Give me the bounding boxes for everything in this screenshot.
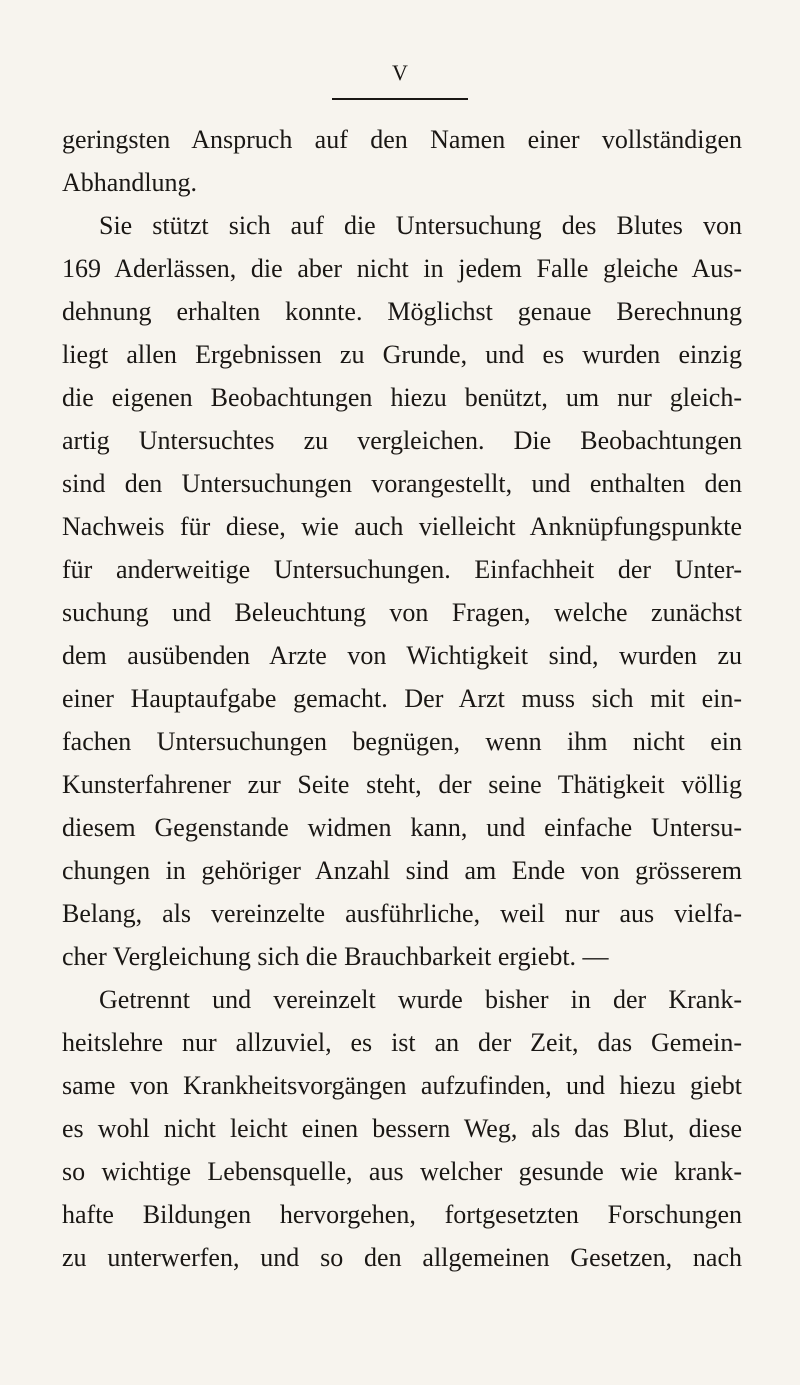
text-line: cher Vergleichung sich die Brauchbarkeit ergiebt. — bbox=[62, 942, 609, 971]
text-line: so wichtige Lebensquelle, aus welcher gesunde wie krank- bbox=[62, 1157, 742, 1186]
text-line: Nachweis für diese, wie auch vielleicht Anknüpfungspunkte bbox=[62, 512, 742, 541]
text-line: dehnung erhalten konnte. Möglichst genaue Berechnung bbox=[62, 297, 742, 326]
header-rule bbox=[332, 98, 468, 100]
text-line: hafte Bildungen hervorgehen, fortgesetzten Forschungen bbox=[62, 1200, 742, 1229]
text-line: fachen Untersuchungen begnügen, wenn ihm nicht ein bbox=[62, 727, 742, 756]
text-line: artig Untersuchtes zu vergleichen. Die Beobachtungen bbox=[62, 426, 742, 455]
text-line: Kunsterfahrener zur Seite steht, der seine Thätigkeit völlig bbox=[62, 770, 742, 799]
text-line: es wohl nicht leicht einen bessern Weg, als das Blut, diese bbox=[62, 1114, 742, 1143]
text-line: same von Krankheitsvorgängen aufzufinden, und hiezu giebt bbox=[62, 1071, 742, 1100]
page-number: V bbox=[392, 60, 408, 85]
text-line: zu unterwerfen, und so den allgemeinen Gesetzen, nach bbox=[62, 1243, 742, 1272]
text-line: Abhandlung. bbox=[62, 168, 198, 197]
text-line: die eigenen Beobachtungen hiezu benützt, um nur gleich- bbox=[62, 383, 742, 412]
text-line: 169 Aderlässen, die aber nicht in jedem Falle gleiche Aus- bbox=[62, 254, 742, 283]
text-line: Sie stützt sich auf die Untersuchung des Blutes von bbox=[99, 211, 742, 240]
text-line: geringsten Anspruch auf den Namen einer vollständigen bbox=[62, 125, 742, 154]
text-line: suchung und Beleuchtung von Fragen, welche zunächst bbox=[62, 598, 742, 627]
text-line: dem ausübenden Arzte von Wichtigkeit sind, wurden zu bbox=[62, 641, 742, 670]
body-text bbox=[62, 118, 742, 1279]
text-line: sind den Untersuchungen vorangestellt, und enthalten den bbox=[62, 469, 742, 498]
text-line: chungen in gehöriger Anzahl sind am Ende von grösserem bbox=[62, 856, 742, 885]
text-line: liegt allen Ergebnissen zu Grunde, und es wurden einzig bbox=[62, 340, 742, 369]
text-line: diesem Gegenstande widmen kann, und einfache Untersu- bbox=[62, 813, 742, 842]
text-line: heitslehre nur allzuviel, es ist an der Zeit, das Gemein- bbox=[62, 1028, 742, 1057]
text-line: Belang, als vereinzelte ausführliche, weil nur aus vielfa- bbox=[62, 899, 742, 928]
text-line: Getrennt und vereinzelt wurde bisher in der Krank- bbox=[99, 985, 742, 1014]
text-line: einer Hauptaufgabe gemacht. Der Arzt muss sich mit ein- bbox=[62, 684, 742, 713]
text-line: für anderweitige Untersuchungen. Einfachheit der Unter- bbox=[62, 555, 742, 584]
